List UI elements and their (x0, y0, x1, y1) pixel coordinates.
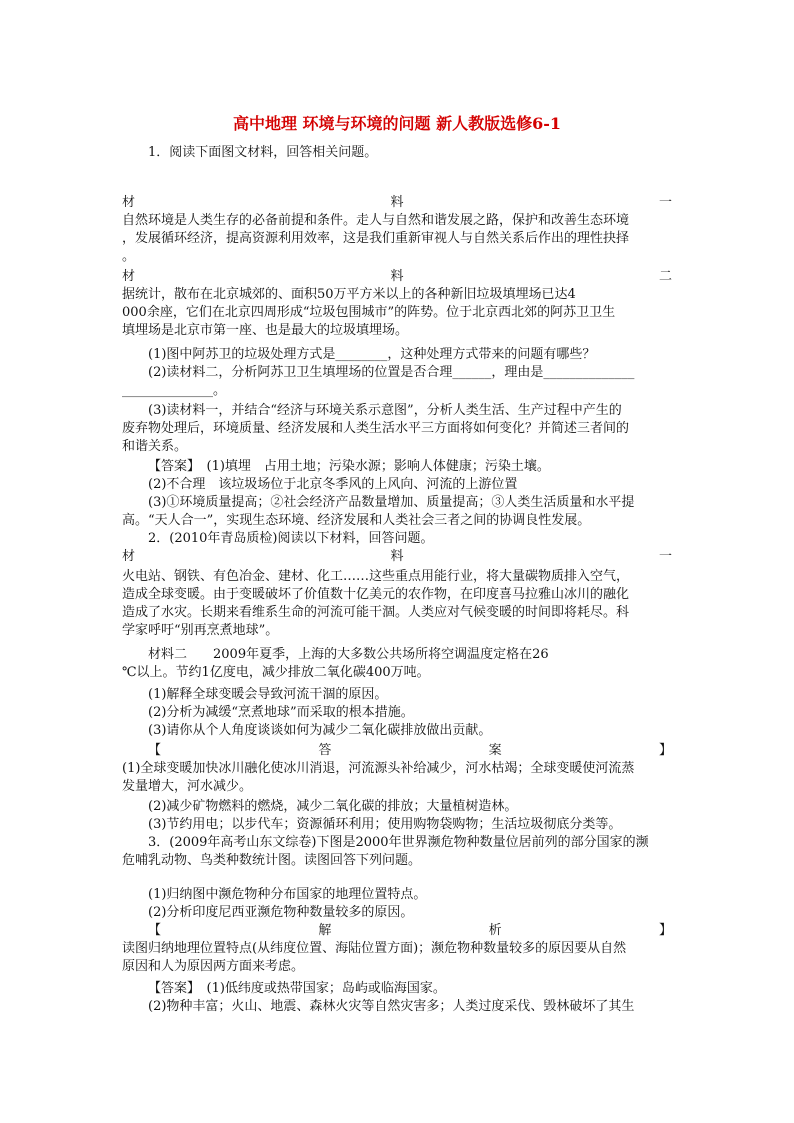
answer-1: (2)不合理 该垃圾场位于北京冬季风的上风向、河流的上游位置 (148, 477, 518, 492)
document-title: 高中地理 环境与环境的问题 新人教版选修6-1 (232, 114, 562, 133)
analysis-3: 读图归纳地理位置特点(从纬度位置、海陆位置方面)；濒危物种数量较多的原因要从自然 (122, 941, 627, 956)
q2-material-1-text: 造成了水灾。长期来看维系生命的河流可能干涸。人类应对气候变暖的时间即将耗尽。科 (122, 605, 630, 620)
material-1-text: 。 (122, 249, 136, 264)
question-3-part-2: (2)分析印度尼西亚濒危物种数量较多的原因。 (148, 905, 414, 920)
answer-3: 【答案】 (1)低纬度或热带国家；岛屿或临海国家。 (148, 981, 446, 996)
q2-material-1-text: 学家呼吁“别再烹煮地球”。 (122, 623, 279, 638)
question-3-intro: 3．(2009年高考山东文综卷)下图是2000年世界濒危物种数量位居前列的部分国家的濒 (148, 835, 649, 850)
material-2-text: 据统计，散布在北京城郊的、面积50万平方米以上的各种新旧垃圾填埋场已达4 (122, 287, 576, 302)
q2-material-1-text: 造成全球变暖。由于变暖破坏了价值数十亿美元的农作物，在印度喜马拉雅山冰川的融化 (122, 587, 630, 602)
question-3-part-1: (1)归纳图中濒危物种分布国家的地理位置特点。 (148, 887, 427, 902)
question-1-part-3: (3)读材料一，并结合“经济与环境关系示意图”，分析人类生活、生产过程中产生的 (148, 403, 622, 418)
material-1-heading: 材 料 一 (122, 195, 672, 210)
answer-1: (3)①环境质量提高；②社会经济产品数量增加、质量提高；③人类生活质量和水平提 (148, 495, 635, 510)
q2-material-2-text: 材料二 2009年夏季，上海的大多数公共场所将空调温度定格在26 (148, 647, 549, 662)
analysis-3: 原因和人为原因两方面来考虑。 (122, 959, 305, 974)
question-2-intro: 2．(2010年青岛质检)阅读以下材料，回答问题。 (148, 531, 434, 546)
q2-material-1-heading: 材 料 一 (122, 549, 672, 564)
answer-2: (2)减少矿物燃料的燃烧，减少二氧化碳的排放；大量植树造林。 (148, 799, 518, 814)
answer-2: 发量增大，河水减少。 (122, 779, 253, 794)
answer-1: 高。“天人合一”，实现生态环境、经济发展和人类社会三者之间的协调良性发展。 (122, 513, 591, 528)
question-1-part-3: 废弃物处理后，环境质量、经济发展和人类生活水平三方面将如何变化？并简述三者间的 (122, 421, 630, 436)
question-2-part-1: (1)解释全球变暖会导致河流干涸的原因。 (148, 687, 388, 702)
material-2-text: 000余座，它们在北京四周形成“垃圾包围城市”的阵势。位于北京西北郊的阿苏卫卫生 (122, 305, 616, 320)
q2-material-2-text: ℃以上。节约1亿度电，减少排放二氧化碳400万吨。 (122, 665, 430, 680)
question-1-part-1: (1)图中阿苏卫的垃圾处理方式是________，这种处理方式带来的问题有哪些？ (148, 347, 596, 362)
answer-2: (3)节约用电；以步代车；资源循环利用；使用购物袋购物；生活垃圾彻底分类等。 (148, 817, 622, 832)
question-1-part-3: 和谐关系。 (122, 439, 188, 454)
analysis-3-heading: 【 解 析 】 (148, 923, 672, 938)
material-1-text: 自然环境是人类生存的必备前提和条件。走人与自然和谐发展之路，保护和改善生态环境 (122, 213, 630, 228)
answer-2: (1)全球变暖加快冰川融化使冰川消退，河流源头补给减少，河水枯竭；全球变暖使河流蒸 (122, 761, 635, 776)
question-2-part-2: (2)分析为减缓“烹煮地球”而采取的根本措施。 (148, 705, 414, 720)
question-3-intro: 危哺乳动物、鸟类种数统计图。读图回答下列问题。 (122, 853, 422, 868)
material-2-text: 填埋场是北京市第一座、也是最大的垃圾填埋场。 (122, 323, 409, 338)
answer-3: (2)物种丰富；火山、地震、森林火灾等自然灾害多；人类过度采伐、毁林破坏了其生 (148, 999, 635, 1014)
question-1-part-2: (2)读材料二，分析阿苏卫卫生填埋场的位置是否合理______，理由是______________ (148, 365, 635, 380)
question-1-part-2: ______________。 (122, 383, 227, 398)
material-1-text: ，发展循环经济，提高资源利用效率，这是我们重新审视人与自然关系后作出的理性抉择 (122, 231, 630, 246)
question-2-part-3: (3)请你从个人角度谈谈如何为减少二氧化碳排放做出贡献。 (148, 723, 492, 738)
answer-1: 【答案】 (1)填埋 占用土地；污染水源；影响人体健康；污染土壤。 (148, 459, 550, 474)
material-2-heading: 材 料 二 (122, 269, 672, 284)
answer-2-heading: 【 答 案 】 (148, 743, 672, 758)
question-1-intro: 1．阅读下面图文材料，回答相关问题。 (148, 145, 378, 160)
q2-material-1-text: 火电站、钢铁、有色冶金、建材、化工……这些重点用能行业，将大量碳物质排入空气， (122, 569, 630, 584)
